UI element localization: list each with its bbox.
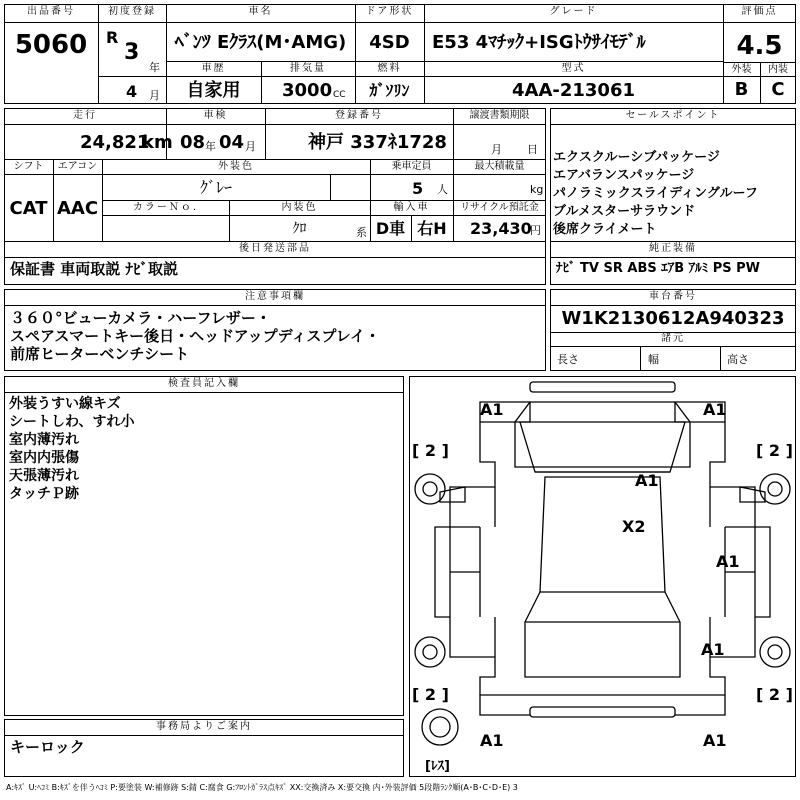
fuel-label: 燃料 xyxy=(377,63,402,74)
grade-label: グレード xyxy=(549,6,598,17)
transfer-label: 譲渡書類期限 xyxy=(469,110,530,121)
inspector-line: タッチＰ跡 xyxy=(9,486,79,502)
office-text: キーロック xyxy=(10,738,85,756)
first-reg-label: 初度登録 xyxy=(108,6,156,17)
reg-month: 4 xyxy=(126,82,138,101)
car-outline xyxy=(410,377,795,776)
reg-number: 神戸 337ﾈ1728 xyxy=(308,132,447,153)
mileage-label: 走行 xyxy=(73,110,97,121)
equip-label: 純正装備 xyxy=(649,243,697,254)
ac-label: エアコン xyxy=(57,161,98,172)
tire-rear-right: [ 2 ] xyxy=(756,685,793,704)
damage-diagram xyxy=(409,376,796,777)
shift-label: シフト xyxy=(13,161,44,172)
damage-mark: A1 xyxy=(703,400,727,419)
int-grade: C xyxy=(771,79,785,100)
transfer-month: 月 xyxy=(491,143,502,156)
color-label: 外装色 xyxy=(218,161,254,172)
notes-line: ３６０°ビューカメラ・ハーフレザー・ xyxy=(10,309,271,327)
later-parts: 保証書 車両取説 ﾅﾋﾞ取説 xyxy=(10,260,178,278)
reg-year: 3 xyxy=(124,40,140,65)
import-label: 輸入車 xyxy=(393,202,430,213)
model: 4AA-213061 xyxy=(511,80,635,101)
nen-unit: 年 xyxy=(205,140,216,153)
damage-mark: A1 xyxy=(716,552,740,571)
damage-mark: A1 xyxy=(480,400,504,419)
tsuki-unit: 月 xyxy=(245,140,256,153)
km-unit: km xyxy=(142,132,173,153)
fuel: ｶﾞｿﾘﾝ xyxy=(369,81,410,100)
door-type: 4SD xyxy=(369,32,410,53)
history: 自家用 xyxy=(186,80,241,101)
load-label: 最大積載量 xyxy=(474,161,525,172)
height-label: 高さ xyxy=(727,353,749,366)
notes-label: 注意事項欄 xyxy=(245,291,305,302)
inspector-line: 室内薄汚れ xyxy=(9,432,79,448)
cc-unit: CC xyxy=(333,90,346,100)
length-label: 長さ xyxy=(557,353,579,366)
inspection-month: 04 xyxy=(219,132,245,153)
grade: E53 4ﾏﾁｯｸ+ISGﾄｳｻｲﾓﾃﾞﾙ xyxy=(432,32,646,53)
lot-number: 5060 xyxy=(14,30,88,60)
door-label: ドア形状 xyxy=(365,6,414,17)
year-unit: 年 xyxy=(149,61,160,74)
notes-line: スペアスマートキー後日・ヘッドアップディスプレイ・ xyxy=(10,327,381,345)
capacity: 5 xyxy=(412,179,424,198)
yen-unit: 円 xyxy=(530,224,541,237)
inspector-line: 天張薄汚れ xyxy=(9,468,79,484)
sales-point: パノラミックスライディングルーフ xyxy=(553,186,758,201)
int-color: ｸﾛ xyxy=(292,221,307,237)
spec-label: 諸元 xyxy=(661,333,685,344)
inspection-label: 車検 xyxy=(203,110,228,121)
recycle-label: リサイクル預託金 xyxy=(460,202,539,213)
mileage: 24,821 xyxy=(80,132,150,153)
width-label: 幅 xyxy=(648,353,659,366)
kg-unit: kg xyxy=(530,183,544,196)
notes-line: 前席ヒーターベンチシート xyxy=(10,345,190,363)
int-color-label: 内装色 xyxy=(281,202,318,213)
inspector-line: シートしわ、すれ小 xyxy=(9,414,135,430)
damage-mark: X2 xyxy=(622,517,646,536)
color-no-label: カラーＮｏ. xyxy=(132,202,199,213)
steering: 右H xyxy=(417,219,447,238)
nin-unit: 人 xyxy=(437,183,448,196)
shift: CAT xyxy=(9,198,48,219)
later-parts-label: 後日発送部品 xyxy=(239,243,311,254)
office-label: 事務局よりご案内 xyxy=(156,721,252,732)
sales-point: 後席クライメート xyxy=(553,222,657,237)
ac: AAC xyxy=(56,198,99,219)
color: ｸﾞﾚｰ xyxy=(199,178,232,197)
inspection-year: 08 xyxy=(180,132,206,153)
displacement: 3000 xyxy=(282,80,333,101)
transfer-day: 日 xyxy=(527,143,538,156)
damage-mark: A1 xyxy=(635,471,659,490)
import-type: D車 xyxy=(375,219,406,238)
chassis-label: 車台番号 xyxy=(649,291,697,302)
name-label: 車名 xyxy=(248,6,273,17)
int-label: 内装 xyxy=(768,64,788,75)
damage-mark: A1 xyxy=(703,731,727,750)
lot-label: 出品番号 xyxy=(27,6,75,17)
eval-label: 評価点 xyxy=(741,6,778,17)
recycle-fee: 23,430 xyxy=(470,219,532,238)
era: R xyxy=(106,28,119,47)
ext-label: 外装 xyxy=(731,64,752,75)
ext-grade: B xyxy=(734,79,749,100)
damage-mark: A1 xyxy=(701,640,725,659)
sales-point: ブルメスターサラウンド xyxy=(553,204,696,219)
chassis-number: W1K2130612A940323 xyxy=(561,308,785,329)
model-label: 型式 xyxy=(561,63,586,74)
tire-front-left: [ 2 ] xyxy=(412,441,449,460)
displacement-label: 排気量 xyxy=(290,63,326,74)
inspector-label: 検査員記入欄 xyxy=(168,378,240,389)
eval-score: 4.5 xyxy=(736,31,783,61)
legend: A:ｷｽﾞ U:ﾍｺﾐ B:ｷｽﾞを伴うﾍｺﾐ P:要塗装 W:補修跡 S:錆 C:腐食 G:ﾌﾛﾝﾄｶﾞﾗｽ点ｷｽﾞ XX:交換済み X:要交換 内･外装評価 5段階ﾗﾝｸ順(A･B･C･D･E) 3 xyxy=(6,783,518,792)
kei-unit: 系 xyxy=(356,226,367,239)
tire-rear-left: [ 2 ] xyxy=(412,685,449,704)
month-unit: 月 xyxy=(149,89,160,102)
inspector-line: 外装うすい線キズ xyxy=(9,396,121,412)
sales-point: エクスクルーシブパッケージ xyxy=(553,150,720,165)
inspector-line: 室内内張傷 xyxy=(9,450,79,466)
damage-mark: A1 xyxy=(480,731,504,750)
sales-label: セールスポイント xyxy=(625,110,721,121)
history-label: 車歴 xyxy=(201,63,226,74)
spare-tire: [ﾚｽ] xyxy=(425,759,450,774)
reg-no-label: 登録番号 xyxy=(335,110,383,121)
car-name: ﾍﾞﾝﾂ Eｸﾗｽ(M･AMG) xyxy=(174,32,347,53)
equipment: ﾅﾋﾞ TV SR ABS ｴｱB ｱﾙﾐ PS PW xyxy=(556,261,760,276)
sales-point: エアバランスパッケージ xyxy=(553,168,695,183)
capacity-label: 乗車定員 xyxy=(391,161,432,172)
tire-front-right: [ 2 ] xyxy=(756,441,793,460)
